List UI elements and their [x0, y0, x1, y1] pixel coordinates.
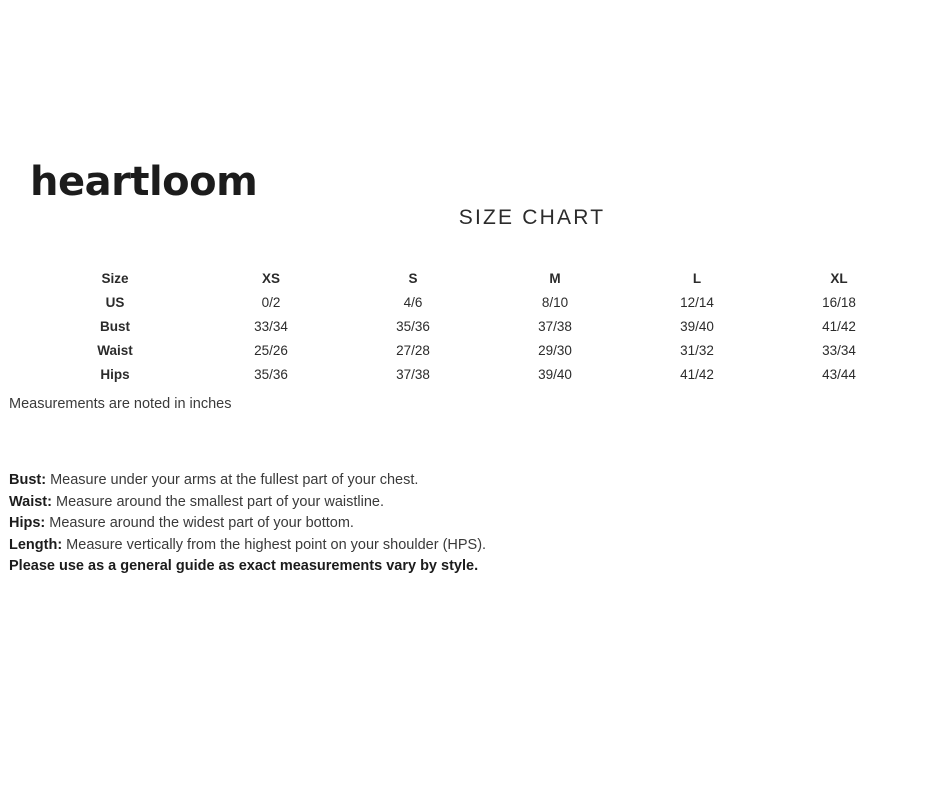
table-cell: 29/30 — [538, 342, 572, 358]
definition-text: Measure around the smallest part of your waistline. — [51, 493, 385, 510]
definition-bust — [9, 470, 486, 492]
measurement-definitions — [9, 470, 486, 578]
table-cell: 41/42 — [822, 318, 856, 334]
table-cell: 27/28 — [396, 342, 430, 358]
table-row — [30, 290, 910, 314]
table-cell: 33/34 — [822, 342, 856, 358]
table-cell: 4/6 — [403, 294, 423, 310]
table-cell: 0/2 — [261, 294, 281, 310]
table-cell: 33/34 — [254, 318, 288, 334]
table-header-cell: M — [549, 270, 561, 286]
table-cell: 37/38 — [538, 318, 572, 334]
table-header-cell: S — [408, 270, 418, 286]
page-title — [0, 206, 940, 230]
definition-waist — [9, 492, 486, 514]
definition-text: Measure under your arms at the fullest part of your chest. — [46, 472, 419, 488]
table-cell: 39/40 — [538, 366, 572, 382]
definition-text: Measure vertically from the highest point on your shoulder (HPS). — [62, 536, 487, 553]
definition-length — [9, 535, 486, 557]
table-row — [30, 314, 910, 338]
table-row — [30, 338, 910, 362]
table-header-row — [30, 266, 910, 290]
table-cell: 12/14 — [680, 294, 714, 310]
table-header-cell: XL — [830, 270, 848, 286]
table-cell: 16/18 — [822, 294, 856, 310]
definition-term: Hips: — [9, 515, 46, 531]
table-cell: 35/36 — [396, 318, 430, 334]
table-cell: 41/42 — [680, 366, 714, 382]
page-title-text: SIZE CHART — [458, 206, 606, 229]
size-chart-table — [30, 266, 910, 386]
general-guide-disclaimer: Please use as a general guide as exact measurements vary by style. — [9, 558, 479, 574]
definition-hips — [9, 513, 486, 535]
definition-term: Waist: — [9, 493, 52, 510]
row-label: Waist — [97, 342, 133, 358]
table-cell: 39/40 — [680, 318, 714, 334]
table-cell: 43/44 — [822, 366, 856, 382]
table-header-cell: Size — [101, 270, 129, 286]
brand-logo — [30, 159, 258, 205]
table-cell: 8/10 — [541, 294, 569, 310]
table-header-cell: L — [692, 270, 702, 286]
row-label: US — [105, 294, 125, 310]
definition-term: Bust: — [9, 472, 47, 488]
row-label: Hips — [100, 366, 130, 382]
brand-name: heartloom — [30, 159, 258, 205]
measurement-units-note: Measurements are noted in inches — [9, 396, 232, 412]
table-cell: 25/26 — [254, 342, 288, 358]
table-cell: 35/36 — [254, 366, 288, 382]
row-label: Bust — [100, 318, 130, 334]
definition-text: Measure around the widest part of your bottom. — [45, 515, 354, 531]
table-row — [30, 362, 910, 386]
table-header-cell: XS — [261, 270, 280, 286]
table-cell: 31/32 — [680, 342, 714, 358]
definition-term: Length: — [9, 536, 63, 553]
table-cell: 37/38 — [396, 366, 430, 382]
